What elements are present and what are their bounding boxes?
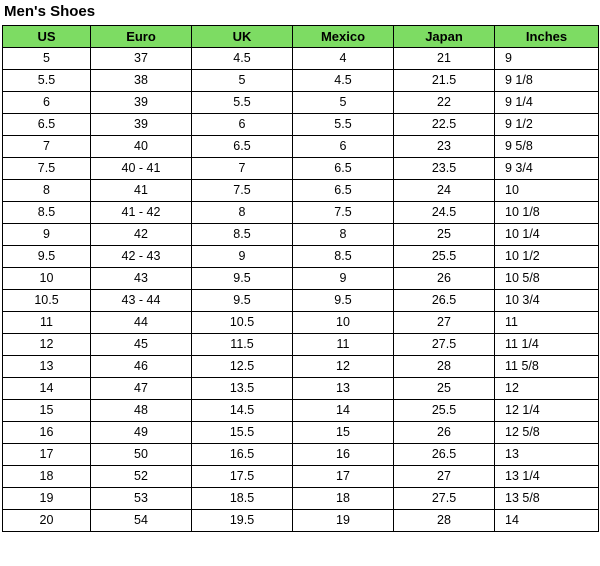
cell-us: 11 xyxy=(3,312,91,334)
cell-inches: 11 xyxy=(495,312,599,334)
cell-us: 9.5 xyxy=(3,246,91,268)
cell-japan: 26 xyxy=(394,422,495,444)
table-row xyxy=(3,224,599,246)
cell-japan: 28 xyxy=(394,510,495,532)
cell-uk: 11.5 xyxy=(192,334,293,356)
cell-japan: 25 xyxy=(394,224,495,246)
column-header-mexico: Mexico xyxy=(293,26,394,48)
page-title: Men's Shoes xyxy=(4,3,96,20)
cell-us: 19 xyxy=(3,488,91,510)
cell-uk: 7 xyxy=(192,158,293,180)
cell-mexico: 6.5 xyxy=(293,158,394,180)
cell-japan: 24.5 xyxy=(394,202,495,224)
cell-mexico: 12 xyxy=(293,356,394,378)
cell-euro: 52 xyxy=(91,466,192,488)
column-header-us: US xyxy=(3,26,91,48)
table-row xyxy=(3,488,599,510)
cell-us: 14 xyxy=(3,378,91,400)
cell-inches: 9 xyxy=(495,48,599,70)
cell-inches: 12 5/8 xyxy=(495,422,599,444)
cell-mexico: 19 xyxy=(293,510,394,532)
table-row xyxy=(3,92,599,114)
cell-us: 5.5 xyxy=(3,70,91,92)
cell-inches: 13 1/4 xyxy=(495,466,599,488)
cell-uk: 15.5 xyxy=(192,422,293,444)
cell-euro: 48 xyxy=(91,400,192,422)
column-header-euro: Euro xyxy=(91,26,192,48)
cell-uk: 6.5 xyxy=(192,136,293,158)
cell-japan: 21.5 xyxy=(394,70,495,92)
column-header-inches: Inches xyxy=(495,26,599,48)
column-header-uk: UK xyxy=(192,26,293,48)
cell-euro: 42 - 43 xyxy=(91,246,192,268)
table-row xyxy=(3,510,599,532)
cell-japan: 25.5 xyxy=(394,246,495,268)
cell-mexico: 5 xyxy=(293,92,394,114)
cell-euro: 49 xyxy=(91,422,192,444)
cell-us: 8.5 xyxy=(3,202,91,224)
cell-us: 13 xyxy=(3,356,91,378)
cell-uk: 7.5 xyxy=(192,180,293,202)
cell-inches: 10 1/4 xyxy=(495,224,599,246)
cell-japan: 25 xyxy=(394,378,495,400)
cell-uk: 13.5 xyxy=(192,378,293,400)
cell-us: 5 xyxy=(3,48,91,70)
table-body xyxy=(3,48,599,532)
table-row xyxy=(3,246,599,268)
cell-inches: 9 3/4 xyxy=(495,158,599,180)
cell-japan: 26.5 xyxy=(394,290,495,312)
cell-mexico: 17 xyxy=(293,466,394,488)
table-row xyxy=(3,312,599,334)
cell-us: 17 xyxy=(3,444,91,466)
cell-euro: 41 xyxy=(91,180,192,202)
cell-uk: 9.5 xyxy=(192,290,293,312)
table-row xyxy=(3,466,599,488)
cell-mexico: 6 xyxy=(293,136,394,158)
cell-us: 16 xyxy=(3,422,91,444)
cell-us: 15 xyxy=(3,400,91,422)
cell-euro: 39 xyxy=(91,114,192,136)
cell-inches: 10 xyxy=(495,180,599,202)
cell-inches: 10 5/8 xyxy=(495,268,599,290)
cell-uk: 5.5 xyxy=(192,92,293,114)
cell-inches: 12 1/4 xyxy=(495,400,599,422)
cell-euro: 37 xyxy=(91,48,192,70)
cell-inches: 9 1/8 xyxy=(495,70,599,92)
table-header-row xyxy=(3,26,599,48)
cell-inches: 13 xyxy=(495,444,599,466)
cell-japan: 22.5 xyxy=(394,114,495,136)
cell-inches: 10 3/4 xyxy=(495,290,599,312)
table-row xyxy=(3,48,599,70)
table-row xyxy=(3,356,599,378)
cell-mexico: 9 xyxy=(293,268,394,290)
cell-uk: 19.5 xyxy=(192,510,293,532)
cell-inches: 10 1/8 xyxy=(495,202,599,224)
column-header-japan: Japan xyxy=(394,26,495,48)
cell-uk: 9 xyxy=(192,246,293,268)
cell-uk: 12.5 xyxy=(192,356,293,378)
cell-euro: 53 xyxy=(91,488,192,510)
cell-uk: 10.5 xyxy=(192,312,293,334)
cell-us: 6 xyxy=(3,92,91,114)
table-row xyxy=(3,158,599,180)
cell-us: 12 xyxy=(3,334,91,356)
cell-mexico: 15 xyxy=(293,422,394,444)
cell-euro: 45 xyxy=(91,334,192,356)
cell-mexico: 18 xyxy=(293,488,394,510)
cell-mexico: 4.5 xyxy=(293,70,394,92)
table-header xyxy=(3,26,599,48)
cell-uk: 6 xyxy=(192,114,293,136)
cell-euro: 43 - 44 xyxy=(91,290,192,312)
cell-uk: 17.5 xyxy=(192,466,293,488)
cell-inches: 9 1/4 xyxy=(495,92,599,114)
cell-euro: 40 - 41 xyxy=(91,158,192,180)
cell-inches: 10 1/2 xyxy=(495,246,599,268)
cell-japan: 25.5 xyxy=(394,400,495,422)
table-row xyxy=(3,180,599,202)
cell-japan: 21 xyxy=(394,48,495,70)
cell-mexico: 14 xyxy=(293,400,394,422)
cell-mexico: 10 xyxy=(293,312,394,334)
cell-us: 7 xyxy=(3,136,91,158)
table-row xyxy=(3,422,599,444)
cell-inches: 14 xyxy=(495,510,599,532)
cell-us: 18 xyxy=(3,466,91,488)
cell-uk: 8.5 xyxy=(192,224,293,246)
cell-euro: 44 xyxy=(91,312,192,334)
cell-japan: 23 xyxy=(394,136,495,158)
cell-inches: 11 1/4 xyxy=(495,334,599,356)
cell-mexico: 7.5 xyxy=(293,202,394,224)
cell-japan: 24 xyxy=(394,180,495,202)
table-row xyxy=(3,290,599,312)
table-row xyxy=(3,202,599,224)
cell-mexico: 11 xyxy=(293,334,394,356)
cell-mexico: 8 xyxy=(293,224,394,246)
cell-euro: 43 xyxy=(91,268,192,290)
cell-uk: 9.5 xyxy=(192,268,293,290)
cell-euro: 38 xyxy=(91,70,192,92)
table-row xyxy=(3,444,599,466)
cell-japan: 23.5 xyxy=(394,158,495,180)
cell-inches: 9 5/8 xyxy=(495,136,599,158)
cell-mexico: 8.5 xyxy=(293,246,394,268)
cell-euro: 40 xyxy=(91,136,192,158)
cell-us: 20 xyxy=(3,510,91,532)
cell-japan: 26 xyxy=(394,268,495,290)
cell-us: 10 xyxy=(3,268,91,290)
cell-uk: 14.5 xyxy=(192,400,293,422)
cell-uk: 18.5 xyxy=(192,488,293,510)
cell-japan: 27.5 xyxy=(394,334,495,356)
cell-japan: 26.5 xyxy=(394,444,495,466)
cell-us: 7.5 xyxy=(3,158,91,180)
cell-uk: 16.5 xyxy=(192,444,293,466)
table-row xyxy=(3,268,599,290)
table-row xyxy=(3,378,599,400)
table-row xyxy=(3,334,599,356)
table-row xyxy=(3,70,599,92)
cell-uk: 5 xyxy=(192,70,293,92)
cell-euro: 39 xyxy=(91,92,192,114)
cell-us: 9 xyxy=(3,224,91,246)
cell-japan: 22 xyxy=(394,92,495,114)
cell-euro: 54 xyxy=(91,510,192,532)
cell-mexico: 5.5 xyxy=(293,114,394,136)
shoe-size-table xyxy=(2,25,599,532)
cell-inches: 13 5/8 xyxy=(495,488,599,510)
cell-uk: 4.5 xyxy=(192,48,293,70)
cell-japan: 27.5 xyxy=(394,488,495,510)
cell-mexico: 13 xyxy=(293,378,394,400)
cell-us: 6.5 xyxy=(3,114,91,136)
cell-euro: 46 xyxy=(91,356,192,378)
cell-inches: 11 5/8 xyxy=(495,356,599,378)
cell-mexico: 4 xyxy=(293,48,394,70)
cell-japan: 27 xyxy=(394,466,495,488)
cell-japan: 27 xyxy=(394,312,495,334)
cell-mexico: 9.5 xyxy=(293,290,394,312)
cell-uk: 8 xyxy=(192,202,293,224)
cell-euro: 50 xyxy=(91,444,192,466)
cell-mexico: 6.5 xyxy=(293,180,394,202)
cell-euro: 41 - 42 xyxy=(91,202,192,224)
table-row xyxy=(3,114,599,136)
table-row xyxy=(3,136,599,158)
cell-euro: 47 xyxy=(91,378,192,400)
table-row xyxy=(3,400,599,422)
cell-euro: 42 xyxy=(91,224,192,246)
cell-us: 10.5 xyxy=(3,290,91,312)
cell-us: 8 xyxy=(3,180,91,202)
cell-mexico: 16 xyxy=(293,444,394,466)
cell-inches: 9 1/2 xyxy=(495,114,599,136)
cell-japan: 28 xyxy=(394,356,495,378)
cell-inches: 12 xyxy=(495,378,599,400)
